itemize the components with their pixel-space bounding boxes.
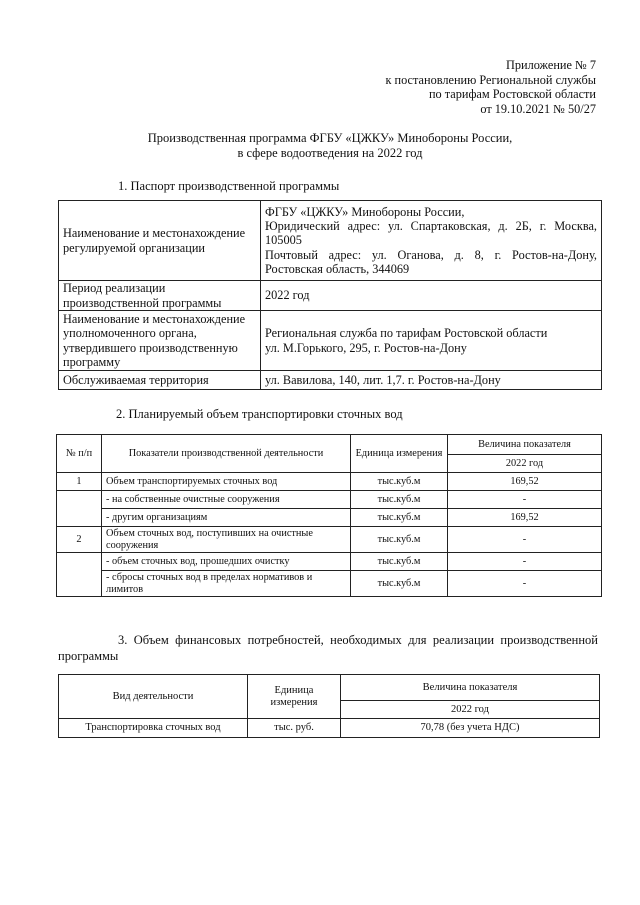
passport-table [58,200,602,390]
cell-num: 1 [57,473,102,491]
table-row [59,281,602,311]
cell-unit: тыс.куб.м [351,509,448,527]
cell-value: - [448,553,602,571]
header-unit: Единица измерения [248,675,341,719]
row-label: Обслуживаемая территория [59,371,261,390]
cell-value: - [448,527,602,553]
value-line: Региональная служба по тарифам Ростовской области [265,326,548,341]
row-label: Период реализации производственной программы [59,281,261,311]
section2-heading: 2. Планируемый объем транспортировки сточных вод [116,407,403,421]
value-line: ул. М.Горького, 295, г. Ростов-на-Дону [265,340,467,355]
appendix-line: Приложение № 7 [505,58,596,72]
row-value [261,201,602,281]
title-line: в сфере водоотведения на 2022 год [237,145,423,160]
header-value: Величина показателя [448,435,602,455]
title-line: Производственная программа ФГБУ «ЦЖКУ» Минобороны России, [147,131,513,145]
cell-value: - [448,571,602,597]
cell-indicator: Объем сточных вод, поступивших на очистные сооружения [102,527,351,553]
cell-value: 169,52 [448,473,602,491]
table-row [59,719,600,738]
cell-indicator: - на собственные очистные сооружения [102,491,351,509]
transport-volume-table [56,434,602,597]
value-line: Юридический адрес: ул. Спартаковская, д. 2Б, г. Москва, 105005 [265,219,597,248]
cell-indicator: Объем транспортируемых сточных вод [102,473,351,491]
header-activity: Вид деятельности [59,675,248,719]
table-header-row [59,675,600,701]
cell-value: 70,78 (без учета НДС) [341,719,600,738]
cell-unit: тыс.куб.м [351,553,448,571]
cell-activity: Транспортировка сточных вод [59,719,248,738]
section3-heading: 3. Объем финансовых потребностей, необходимых для реализации производственной программы [58,633,598,663]
cell-value: 169,52 [448,509,602,527]
cell-indicator: - объем сточных вод, прошедших очистку [102,553,351,571]
row-value: 2022 год [261,281,602,311]
cell-indicator: - сбросы сточных вод в пределах нормативов и лимитов [102,571,351,597]
table-row [57,527,602,553]
financial-needs-table [58,674,600,738]
cell-unit: тыс.куб.м [351,527,448,553]
row-label: Наименование и местонахождение регулируемой организации [59,201,261,281]
table-row [59,371,602,390]
row-value: ул. Вавилова, 140, лит. 1,7. г. Ростов-на-Дону [261,371,602,390]
header-num: № п/п [57,435,102,473]
table-row [57,491,602,509]
table-row [57,473,602,491]
row-value [261,311,602,371]
cell-num [57,491,102,527]
appendix-line: от 19.10.2021 № 50/27 [480,101,596,116]
cell-unit: тыс. руб. [248,719,341,738]
table-row [57,571,602,597]
cell-num [57,553,102,597]
cell-indicator: - другим организациям [102,509,351,527]
value-line: ФГБУ «ЦЖКУ» Минобороны России, [265,204,465,219]
cell-num: 2 [57,527,102,553]
cell-unit: тыс.куб.м [351,491,448,509]
header-unit: Единица измерения [351,435,448,473]
table-row [59,201,602,281]
cell-unit: тыс.куб.м [351,473,448,491]
cell-unit: тыс.куб.м [351,571,448,597]
header-indicator: Показатели производственной деятельности [102,435,351,473]
table-row [57,509,602,527]
row-label: Наименование и местонахождение уполномоченного органа, утвердившего производственную программу [59,311,261,371]
table-header-row [57,435,602,455]
section1-heading: 1. Паспорт производственной программы [118,179,340,193]
header-value: Величина показателя [341,675,600,701]
page-title [60,131,600,160]
appendix-note [296,58,596,116]
cell-value: - [448,491,602,509]
header-year: 2022 год [341,701,600,719]
table-row [59,311,602,371]
value-line: Почтовый адрес: ул. Оганова, д. 8, г. Ростов-на-Дону, Ростовская область, 344069 [265,247,597,276]
appendix-line: по тарифам Ростовской области [428,87,596,102]
header-year: 2022 год [448,455,602,473]
table-row [57,553,602,571]
appendix-line: к постановлению Региональной службы [385,72,596,87]
